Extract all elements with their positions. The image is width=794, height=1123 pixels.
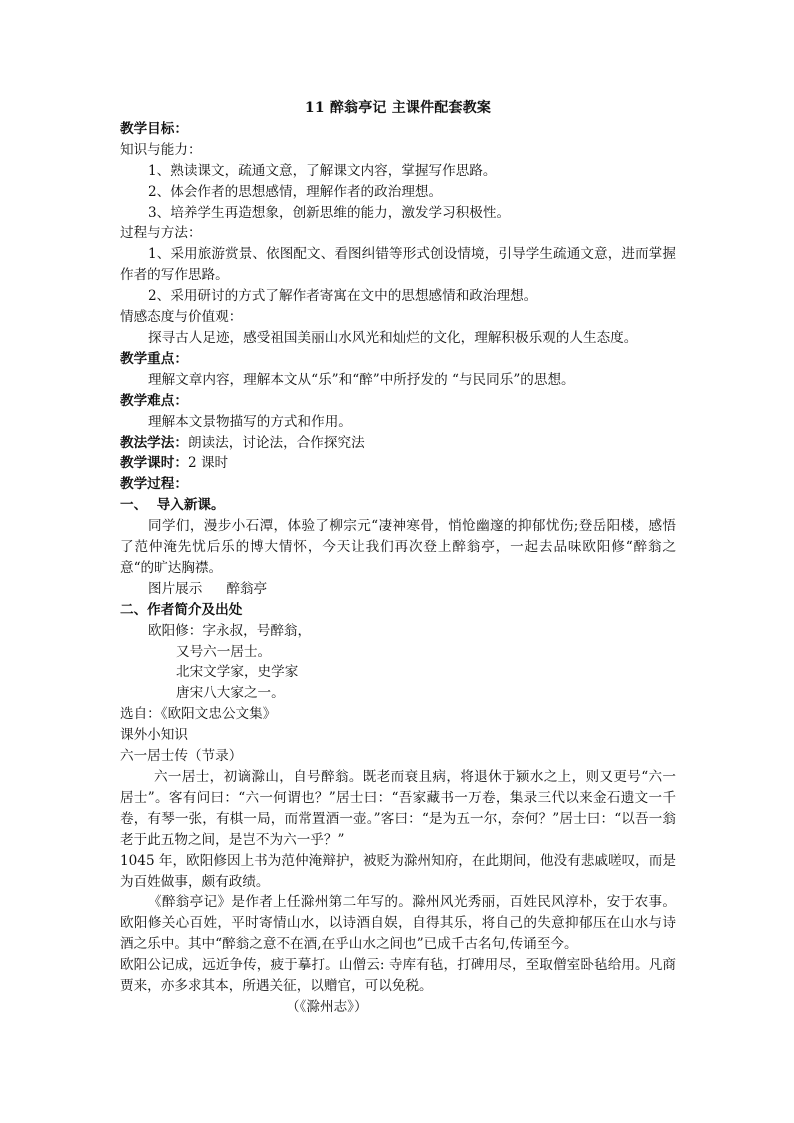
- hours-line: [120, 453, 676, 474]
- picture-display-name: 醉翁亭: [226, 580, 268, 597]
- page-title: 11 醉翁亭记 主课件配套教案: [304, 100, 492, 116]
- history-text: 1045 年，欧阳修因上书为范仲淹辩护，被贬为滁州知府，在此期间，他没有悲戚嗟叹，而是为百姓做事，颇有政绩。: [120, 852, 676, 890]
- author-line: 又号六一居士。: [176, 643, 272, 660]
- attitude-heading: 情感态度与价值观：: [120, 309, 243, 326]
- teaching-goals-heading: 教学目标：: [120, 120, 188, 137]
- anecdote-text: 欧阳公记成，远近争传，疲于摹打。山僧云: 寺库有毡，打碑用尽，至取僧室卧毡给用。凡商贾来，亦多求其本，所遇关征，以赠官，可以免税。: [120, 957, 676, 995]
- lesson-plan-content: [120, 98, 676, 1018]
- knowledge-item: 3、培养学生再造想象，创新思维的能力，激发学习积极性。: [148, 204, 511, 221]
- key-point-text: 理解文章内容，理解本文从“乐”和“醉”中所抒发的 “与民同乐”的思想。: [148, 371, 575, 388]
- process-method-heading: 过程与方法：: [120, 225, 202, 242]
- method-text: 朗读法，讨论法，合作探究法: [187, 434, 365, 451]
- teaching-process-heading: 教学过程：: [120, 476, 188, 493]
- source-line: 选自：《欧阳文忠公文集》: [120, 706, 277, 723]
- section-2-heading: 二、作者简介及出处: [120, 601, 243, 618]
- section-1-text: 同学们，漫步小石潭，体验了柳宗元“凄神寒骨，悄怆幽邃的抑郁忧伤;登岳阳楼，感悟了范仲淹先忧后乐的博大情怀，今天让我们再次登上醉翁亭，一起去品味欧阳修“醉翁之意“的旷达胸襟。: [120, 518, 676, 576]
- knowledge-item: 1、熟读课文，疏通文意，了解课文内容，掌握写作思路。: [148, 162, 497, 179]
- author-line: 唐宋八大家之一。: [176, 685, 285, 702]
- picture-display-line: [120, 579, 676, 600]
- method-heading: 教法学法：: [120, 434, 188, 451]
- method-line: [120, 433, 676, 454]
- extra-knowledge-heading: 课外小知识: [120, 727, 188, 744]
- key-point-heading: 教学重点：: [120, 350, 188, 367]
- biography-title: 六一居士传（节录）: [120, 748, 243, 765]
- biography-text: 六一居士，初谪滁山，自号醉翁。既老而衰且病，将退休于颍水之上，则又更号“六一居士”。客有问曰：“六一何谓也？”居士曰：“吾家藏书一万卷，集录三代以来金石遗文一千卷，有琴一张，有棋一局，而常置酒一壶。”客曰：“是为五一尔，奈何？”居士曰：“以吾一翁老于此五物之间，是岂不为六一乎？”: [120, 769, 676, 848]
- author-line: 欧阳修：字永叔，号醉翁，: [148, 622, 312, 639]
- author-line: 北宋文学家，史学家: [176, 664, 299, 681]
- essay-text: 《醉翁亭记》是作者上任滁州第二年写的。滁州风光秀丽，百姓民风淳朴，安于农事。欧阳修关心百姓，平时寄情山水，以诗酒自娱，自得其乐，将自己的失意抑郁压在山水与诗酒之乐中。其中“醉翁之意不在酒,在乎山水之间也”已成千古名句,传诵至今。: [120, 894, 676, 953]
- hours-text: 2 课时: [187, 455, 229, 472]
- attitude-item: 探寻古人足迹，感受祖国美丽山水风光和灿烂的文化，理解积极乐观的人生态度。: [148, 329, 638, 346]
- process-method-item: 2、采用研讨的方式了解作者寄寓在文中的思想感情和政治理想。: [148, 288, 538, 305]
- difficulty-text: 理解本文景物描写的方式和作用。: [148, 413, 352, 430]
- knowledge-heading: 知识与能力：: [120, 141, 202, 158]
- knowledge-item: 2、体会作者的思想感情，理解作者的政治理想。: [148, 183, 443, 200]
- section-1-heading: 一、 导入新课。: [120, 497, 225, 514]
- hours-heading: 教学课时：: [120, 455, 188, 472]
- difficulty-heading: 教学难点：: [120, 392, 188, 409]
- anecdote-source: （《滁州志》）: [286, 998, 368, 1015]
- process-method-item: 1、采用旅游赏景、依图配文、看图纠错等形式创设情境，引导学生疏通文意，进而掌握作者的写作思路。: [120, 246, 676, 284]
- picture-display-label: 图片展示: [148, 580, 203, 597]
